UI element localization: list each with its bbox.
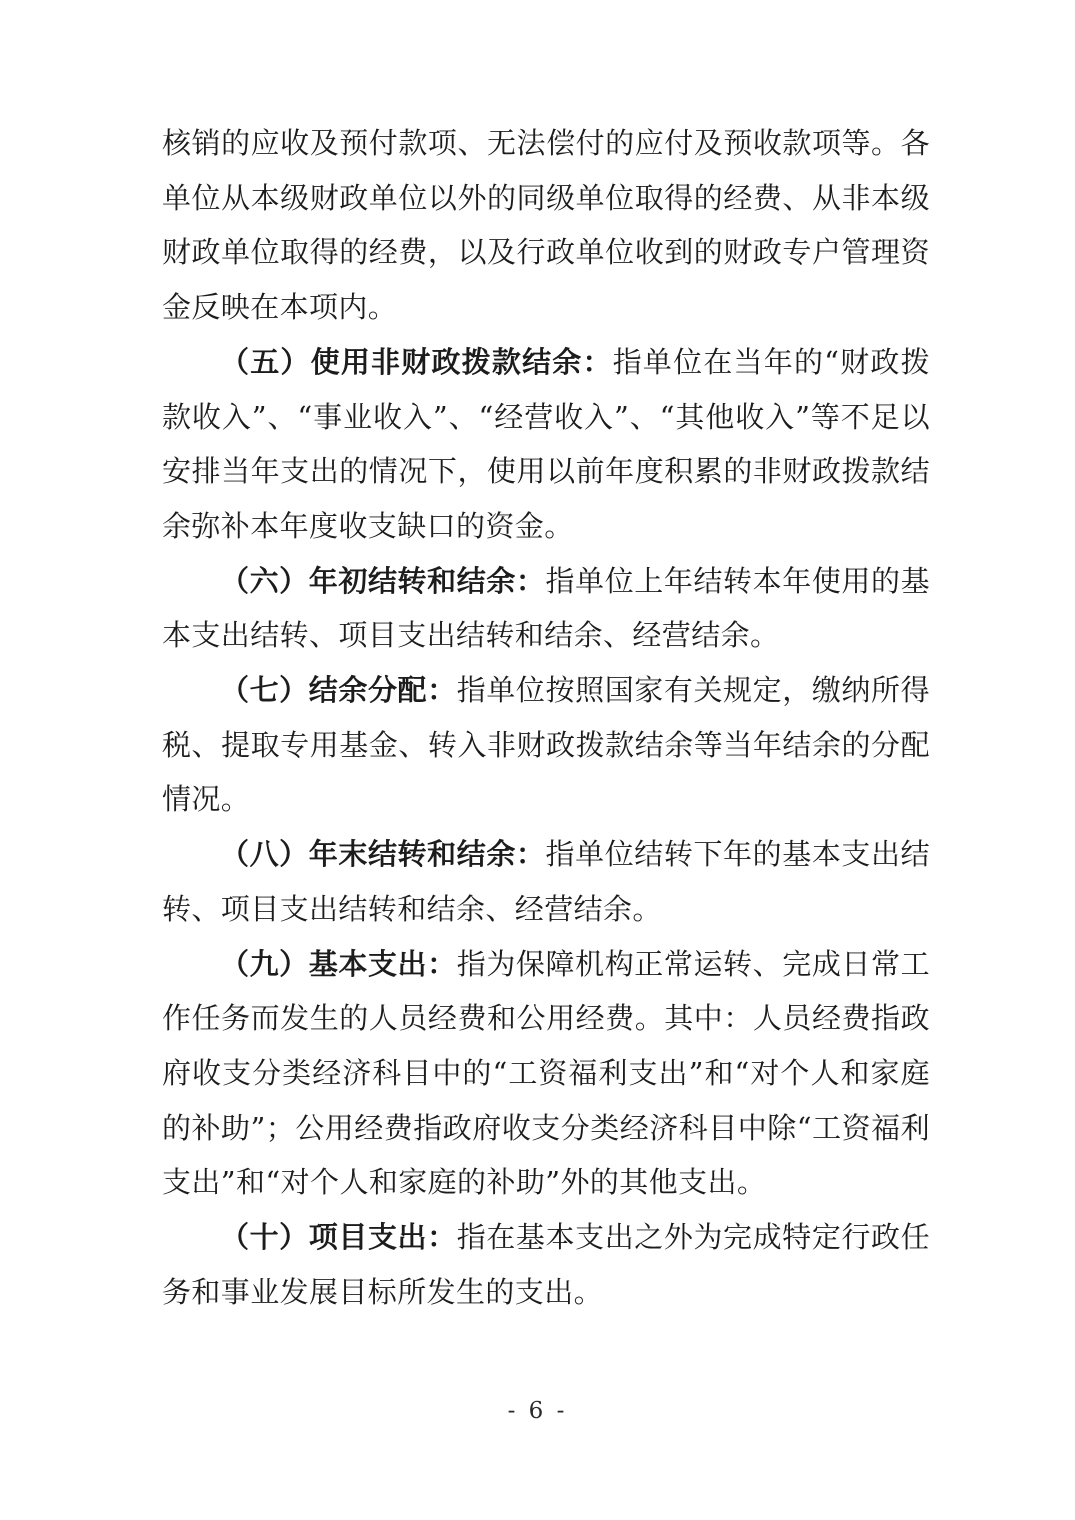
paragraph [162, 116, 930, 335]
term-heading: （九）基本支出： [220, 946, 457, 981]
term-heading: （五）使用非财政拨款结余： [220, 344, 613, 379]
body-text: 指单位按照国家有关规定，缴纳所得税、提取专用基金、转入非财政拨款结余等当年结余的分配情况。 [162, 673, 930, 817]
body-text: 指单位结转下年的基本支出结转、项目支出结转和结余、经营结余。 [162, 837, 931, 926]
paragraph [162, 827, 930, 936]
body-text: 指单位上年结转本年使用的基本支出结转、项目支出结转和结余、经营结余。 [162, 563, 931, 653]
term-heading: （六）年初结转和结余： [220, 563, 546, 598]
document-body [162, 116, 930, 1319]
paragraph [162, 1210, 930, 1319]
body-text: 指为保障机构正常运转、完成日常工作任务而发生的人员经费和公用经费。其中：人员经费指政府收支分类经济科目中的“工资福利支出”和“对个人和家庭的补助”；公用经费指政府收支分类经济科目中除“工资福利支出”和“对个人和家庭的补助”外的其他支出。 [162, 946, 930, 1200]
body-text: 指在基本支出之外为完成特定行政任务和事业发展目标所发生的支出。 [162, 1220, 930, 1309]
body-text: 指单位在当年的“财政拨款收入”、“事业收入”、“经营收入”、“其他收入”等不足以安排当年支出的情况下，使用以前年度积累的非财政拨款结余弥补本年度收支缺口的资金。 [162, 344, 930, 543]
paragraph [162, 335, 930, 554]
paragraph [162, 937, 930, 1211]
paragraph [162, 663, 930, 827]
paragraph [162, 554, 930, 663]
term-heading: （十）项目支出： [220, 1220, 457, 1255]
page-footer [0, 1398, 1075, 1424]
term-heading: （八）年末结转和结余： [220, 837, 546, 872]
page-number: - 6 - [507, 1398, 568, 1424]
term-heading: （七）结余分配： [220, 673, 457, 708]
body-text: 核销的应收及预付款项、无法偿付的应付及预收款项等。各单位从本级财政单位以外的同级单位取得的经费、从非本级财政单位取得的经费，以及行政单位收到的财政专户管理资金反映在本项内。 [162, 126, 930, 325]
